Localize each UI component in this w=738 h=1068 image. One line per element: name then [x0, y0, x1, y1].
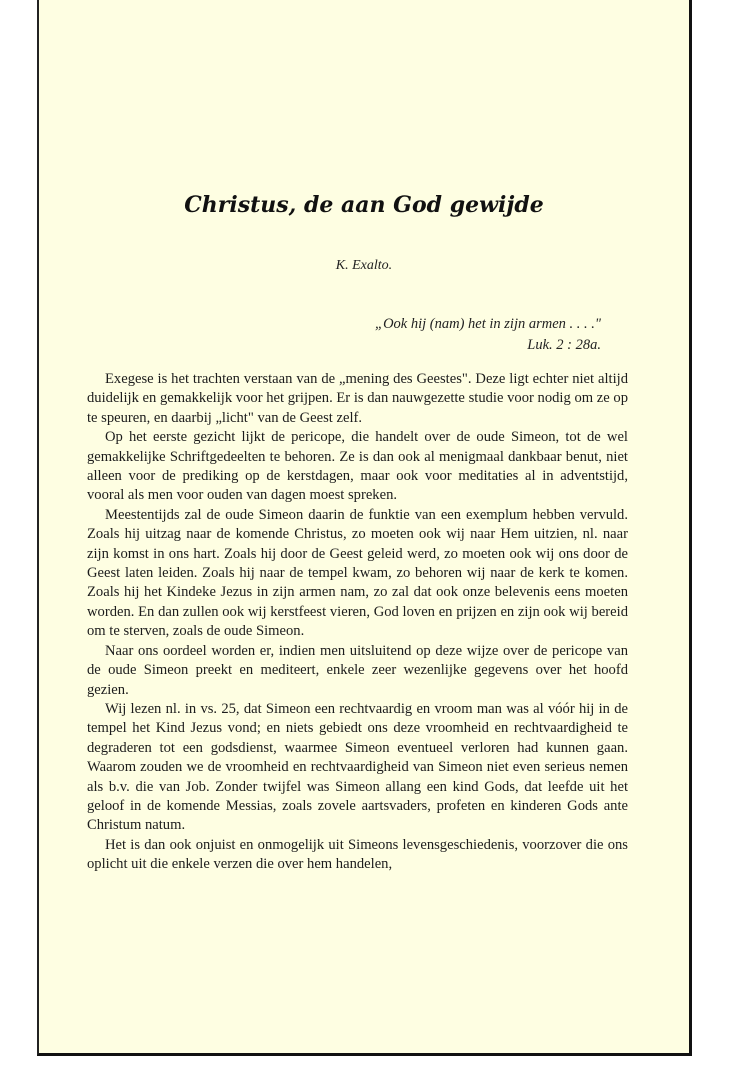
- paragraph: Wij lezen nl. in vs. 25, dat Simeon een rechtvaardig en vroom man was al vóór hij in de tempel het Kind Jezus vond; en niets gebiedt ons deze vroomheid en rechtvaardigheid te degraderen tot een godsdienst, waarmee Simeon eventueel verloren had kunnen gaan. Waarom zouden we de vroomheid en rechtvaardigheid van Simeon niet even serieus nemen als b.v. die van Job. Zonder twijfel was Simeon allang een kind Gods, dat leefde uit het geloof in de komende Messias, zoals zovele aartsvaders, profeten en kinderen Gods ante Christum natum.: [87, 700, 628, 834]
- paragraph: Meestentijds zal de oude Simeon daarin de funktie van een exemplum hebben vervuld. Zoals hij uitzag naar de komende Christus, zo moeten ook wij naar Hem uitzien, nl. naar zijn komst in ons hart. Zoals hij door de Geest geleid werd, zo moeten ook wij ons door de Geest laten leiden. Zoals hij naar de tempel kwam, zo behoren wij naar de kerk te komen. Zoals hij het Kindeke Jezus in zijn armen nam, zo zal dat ook onze belevenis eens moeten worden. En dan zullen ook wij kerstfeest vieren, God loven en prijzen en zijn ook wij bereid om te sterven, zoals de oude Simeon.: [87, 506, 628, 640]
- document-page: [37, 0, 692, 1056]
- paragraph: Exegese is het trachten verstaan van de „mening des Geestes". Deze ligt echter niet altijd duidelijk en gemakkelijk voor het grijpen. Er is dan nauwgezette studie voor nodig om ze op te speuren, en daarbij „licht" van de Geest zelf.: [87, 371, 628, 426]
- epigraph-reference: Luk. 2 : 28a.: [527, 337, 601, 353]
- article-author: K. Exalto.: [335, 258, 393, 273]
- epigraph: [375, 314, 601, 356]
- paragraph: Het is dan ook onjuist en onmogelijk uit Simeons levensgeschiedenis, voorzover die ons oplicht uit die enkele verzen die over hem handelen,: [87, 836, 628, 873]
- epigraph-quote: „Ook hij (nam) het in zijn armen . . . .": [375, 316, 601, 332]
- paragraph: Op het eerste gezicht lijkt de pericope, die handelt over de oude Simeon, tot de wel gemakkelijke Schriftgedeelten te behoren. Ze is dan ook al menigmaal dankbaar benut, niet alleen voor de prediking op de kerstdagen, maar ook voor meditaties al in adventstijd, vooral als men voor ouden van dagen moest spreken.: [87, 429, 628, 504]
- paragraph: Naar ons oordeel worden er, indien men uitsluitend op deze wijze over de pericope van de oude Simeon preekt en mediteert, enkele zeer wezenlijke gegevens over het hoofd gezien.: [87, 642, 628, 698]
- article-body: [87, 370, 628, 875]
- article-title: Christus, de aan God gewijde: [184, 192, 544, 218]
